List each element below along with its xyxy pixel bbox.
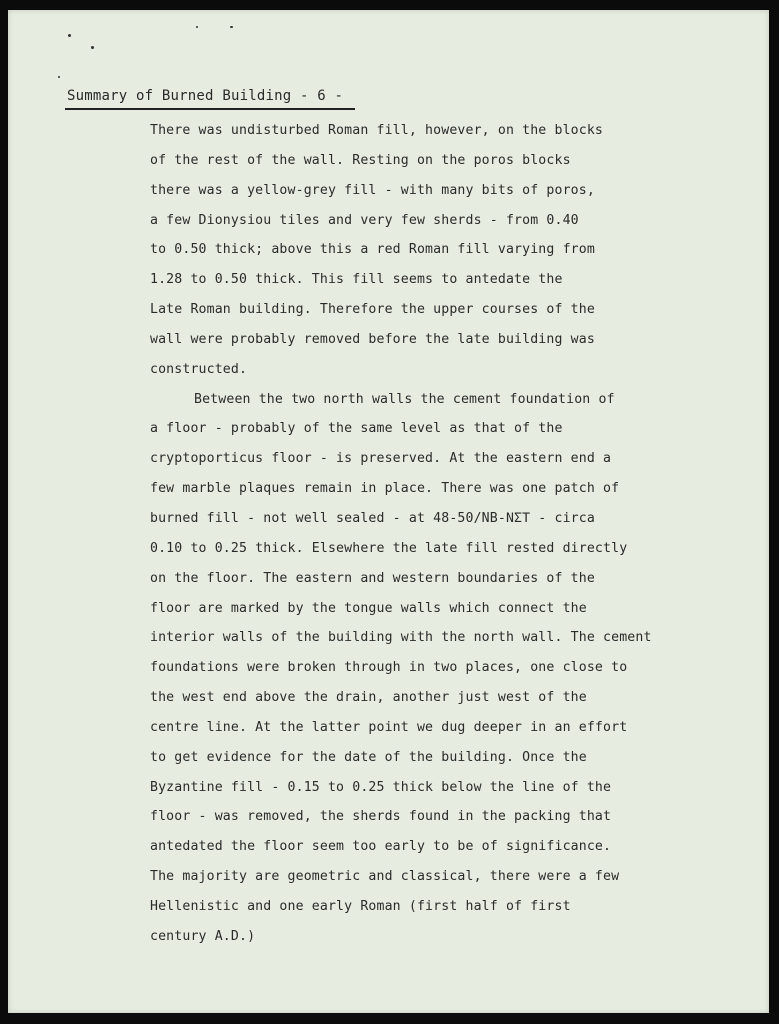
text-line: to 0.50 thick; above this a red Roman fill varying from [150, 242, 595, 258]
text-line: wall were probably removed before the late building was [150, 331, 595, 347]
body-text [150, 116, 730, 952]
text-line: floor - was removed, the sherds found in the packing that [150, 809, 612, 825]
text-line: Late Roman building. Therefore the upper courses of the [150, 302, 595, 318]
text-line: foundations were broken through in two places, one close to [150, 660, 628, 676]
ink-speck [91, 46, 94, 49]
text-line: cryptoporticus floor - is preserved. At the eastern end a [150, 451, 612, 467]
text-line: The majority are geometric and classical, there were a few [150, 869, 620, 885]
text-line: constructed. [150, 361, 248, 377]
text-line: Between the two north walls the cement foundation of [194, 391, 615, 407]
text-line: Byzantine fill - 0.15 to 0.25 thick below the line of the [150, 779, 612, 795]
text-line: to get evidence for the date of the building. Once the [150, 749, 587, 765]
text-line: interior walls of the building with the north wall. The cement [150, 630, 652, 646]
text-line: Hellenistic and one early Roman (first half of first [150, 898, 571, 914]
text-line: a floor - probably of the same level as that of the [150, 421, 563, 437]
ink-speck [58, 76, 60, 78]
text-line: there was a yellow-grey fill - with many bits of poros, [150, 182, 595, 198]
text-line: burned fill - not well sealed - at 48-50/NB-ΝΣΤ - circa [150, 510, 595, 526]
header-underline [65, 108, 355, 110]
text-line: There was undisturbed Roman fill, however, on the blocks [150, 123, 604, 138]
text-line: centre line. At the latter point we dug deeper in an effort [150, 719, 628, 735]
ink-speck [68, 34, 71, 37]
text-line: on the floor. The eastern and western boundaries of the [150, 570, 595, 586]
ink-speck [230, 26, 233, 28]
text-line: century A.D.) [150, 928, 256, 944]
text-line: few marble plaques remain in place. There was one patch of [150, 481, 620, 497]
text-line: 0.10 to 0.25 thick. Elsewhere the late fill rested directly [150, 540, 628, 556]
text-line: 1.28 to 0.50 thick. This fill seems to antedate the [150, 272, 563, 288]
text-line: a few Dionysiou tiles and very few sherds - from 0.40 [150, 212, 579, 228]
page-header [67, 88, 343, 104]
text-line: antedated the floor seem too early to be of significance. [150, 839, 612, 855]
ink-speck [196, 26, 198, 28]
text-line: floor are marked by the tongue walls which connect the [150, 600, 587, 616]
header-text: Summary of Burned Building - 6 - [67, 88, 344, 104]
text-line: the west end above the drain, another just west of the [150, 690, 587, 706]
text-line: of the rest of the wall. Resting on the poros blocks [150, 152, 571, 168]
